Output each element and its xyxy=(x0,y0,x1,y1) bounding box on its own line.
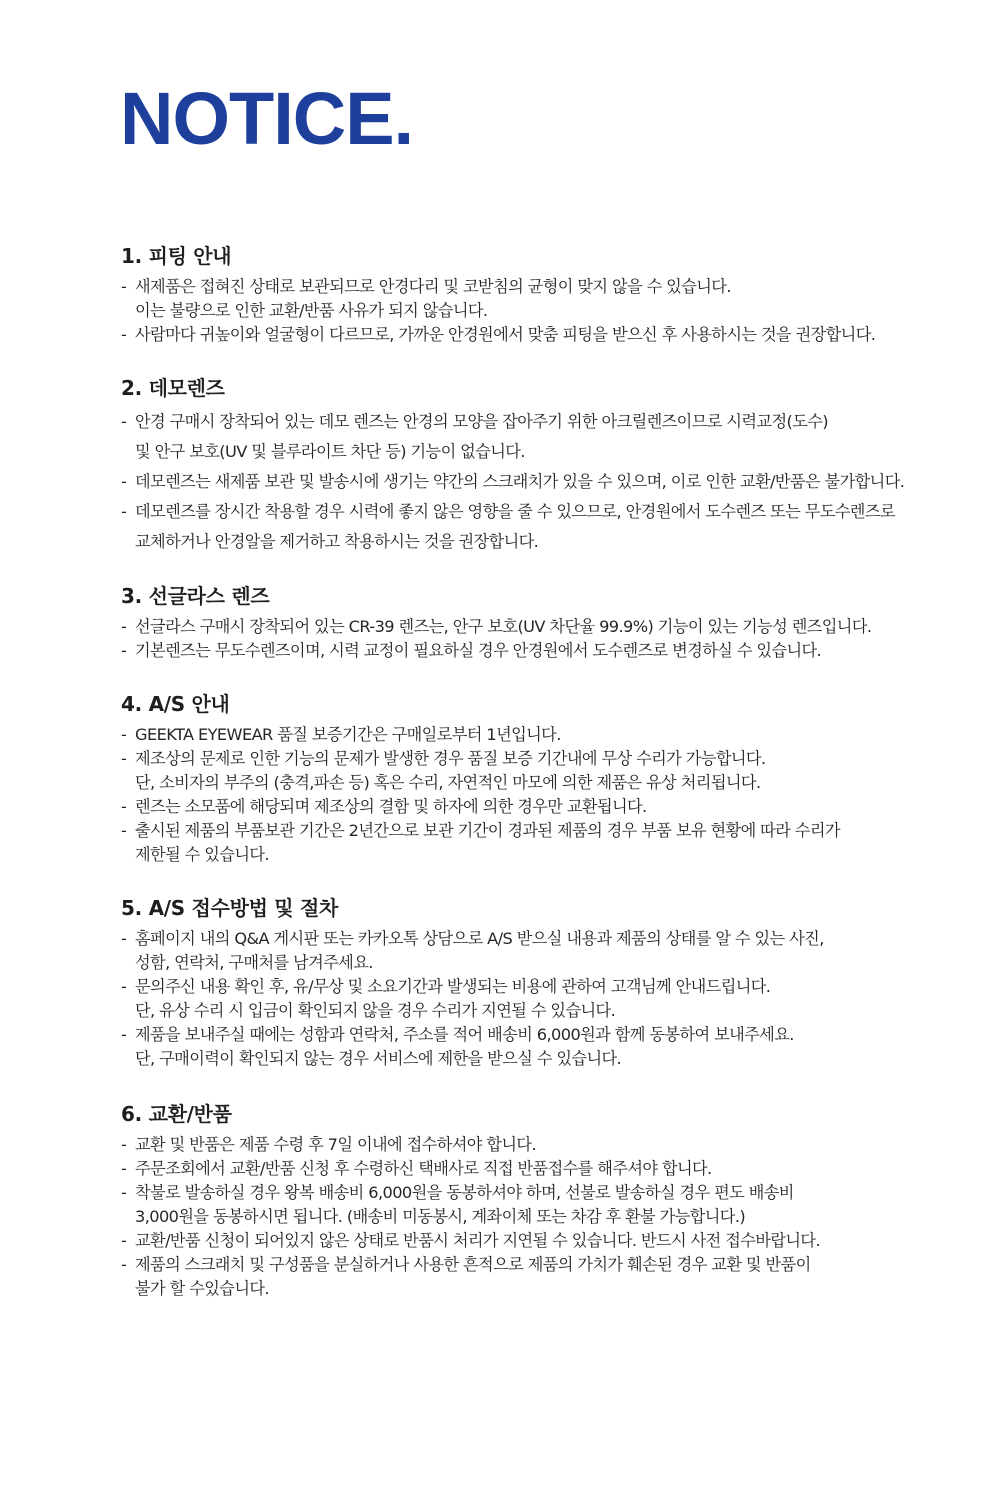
list-item xyxy=(121,927,961,975)
section-heading: 3. 선글라스 렌즈 xyxy=(121,584,270,608)
section-heading: 1. 피팅 안내 xyxy=(121,244,232,268)
section-as-procedure xyxy=(121,895,961,1071)
list-item xyxy=(121,819,961,867)
list-item xyxy=(121,1253,961,1301)
notice-list xyxy=(121,615,961,663)
list-item xyxy=(121,795,961,819)
page-title: NOTICE. xyxy=(120,77,414,160)
section-heading: 5. A/S 접수방법 및 절차 xyxy=(121,896,338,920)
list-item xyxy=(121,639,961,663)
notice-list xyxy=(121,407,961,557)
item-text-cont: 및 안구 보호(UV 및 블루라이트 차단 등) 기능이 없습니다. xyxy=(135,442,525,461)
section-demo-lens xyxy=(121,375,961,557)
notice-list xyxy=(121,1133,961,1301)
item-text-cont: 제한될 수 있습니다. xyxy=(135,845,269,864)
item-text: - 기본렌즈는 무도수렌즈이며, 시력 교정이 필요하실 경우 안경원에서 도수렌즈로 변경하실 수 있습니다. xyxy=(135,641,822,660)
item-text: - 사람마다 귀높이와 얼굴형이 다르므로, 가까운 안경원에서 맞춤 피팅을 받으신 후 사용하시는 것을 권장합니다. xyxy=(135,325,876,344)
item-text-cont: 이는 불량으로 인한 교환/반품 사유가 되지 않습니다. xyxy=(135,301,488,320)
list-item xyxy=(121,1181,961,1229)
list-item xyxy=(121,1023,961,1071)
notice-list xyxy=(121,927,961,1071)
item-text: - 안경 구매시 장착되어 있는 데모 렌즈는 안경의 모양을 잡아주기 위한 아크릴렌즈이므로 시력교정(도수) xyxy=(135,412,828,431)
item-text: - 홈페이지 내의 Q&A 게시판 또는 카카오톡 상담으로 A/S 받으실 내용과 제품의 상태를 알 수 있는 사진, xyxy=(135,929,824,948)
list-item xyxy=(121,275,961,323)
notice-list xyxy=(121,723,961,867)
list-item xyxy=(121,1133,961,1157)
list-item xyxy=(121,975,961,1023)
item-text: - 제조상의 문제로 인한 기능의 문제가 발생한 경우 품질 보증 기간내에 무상 수리가 가능합니다. xyxy=(135,749,766,768)
item-text: - 새제품은 접혀진 상태로 보관되므로 안경다리 및 코받침의 균형이 맞지 않을 수 있습니다. xyxy=(135,277,731,296)
item-text-cont: 단, 소비자의 부주의 (충격,파손 등) 혹은 수리, 자연적인 마모에 의한 제품은 유상 처리됩니다. xyxy=(135,773,761,792)
item-text: - 주문조회에서 교환/반품 신청 후 수령하신 택배사로 직접 반품접수를 해주셔야 합니다. xyxy=(135,1159,712,1178)
item-text: - 렌즈는 소모품에 해당되며 제조상의 결함 및 하자에 의한 경우만 교환됩니다. xyxy=(135,797,647,816)
item-text-cont: 단, 유상 수리 시 입금이 확인되지 않을 경우 수리가 지연될 수 있습니다. xyxy=(135,1001,616,1020)
item-text: - 착불로 발송하실 경우 왕복 배송비 6,000원을 동봉하셔야 하며, 선불로 발송하실 경우 편도 배송비 xyxy=(135,1183,794,1202)
item-text-cont: 교체하거나 안경알을 제거하고 착용하시는 것을 권장합니다. xyxy=(135,532,539,551)
item-text: - 교환/반품 신청이 되어있지 않은 상태로 반품시 처리가 지연될 수 있습니다. 반드시 사전 접수바랍니다. xyxy=(135,1231,821,1250)
section-heading: 6. 교환/반품 xyxy=(121,1102,232,1126)
list-item xyxy=(121,323,961,347)
list-item xyxy=(121,615,961,639)
item-text: - 제품의 스크래치 및 구성품을 분실하거나 사용한 흔적으로 제품의 가치가 훼손된 경우 교환 및 반품이 xyxy=(135,1255,811,1274)
list-item xyxy=(121,747,961,795)
section-fitting xyxy=(121,243,961,347)
item-text: - 데모렌즈를 장시간 착용할 경우 시력에 좋지 않은 영향을 줄 수 있으므로, 안경원에서 도수렌즈 또는 무도수렌즈로 xyxy=(135,502,895,521)
notice-list xyxy=(121,275,961,347)
item-text-cont: 3,000원을 동봉하시면 됩니다. (배송비 미동봉시, 계좌이체 또는 차감 후 환불 가능합니다.) xyxy=(135,1207,746,1226)
section-as-info xyxy=(121,691,961,867)
item-text: - 선글라스 구매시 장착되어 있는 CR-39 렌즈는, 안구 보호(UV 차단율 99.9%) 기능이 있는 기능성 렌즈입니다. xyxy=(135,617,872,636)
section-exchange-return xyxy=(121,1101,961,1301)
list-item xyxy=(121,407,961,467)
item-text: - GEEKTA EYEWEAR 품질 보증기간은 구매일로부터 1년입니다. xyxy=(135,725,561,744)
item-text: - 교환 및 반품은 제품 수령 후 7일 이내에 접수하셔야 합니다. xyxy=(135,1135,537,1154)
section-heading: 2. 데모렌즈 xyxy=(121,376,225,400)
section-sunglass-lens xyxy=(121,583,961,663)
item-text-cont: 불가 할 수있습니다. xyxy=(135,1279,269,1298)
item-text: - 제품을 보내주실 때에는 성함과 연락처, 주소를 적어 배송비 6,000원과 함께 동봉하여 보내주세요. xyxy=(135,1025,794,1044)
item-text: - 문의주신 내용 확인 후, 유/무상 및 소요기간과 발생되는 비용에 관하여 고객님께 안내드립니다. xyxy=(135,977,771,996)
item-text-cont: 단, 구매이력이 확인되지 않는 경우 서비스에 제한을 받으실 수 있습니다. xyxy=(135,1049,622,1068)
list-item xyxy=(121,723,961,747)
item-text-cont: 성함, 연락처, 구매처를 남겨주세요. xyxy=(135,953,373,972)
section-heading: 4. A/S 안내 xyxy=(121,692,230,716)
item-text: - 출시된 제품의 부품보관 기간은 2년간으로 보관 기간이 경과된 제품의 경우 부품 보유 현황에 따라 수리가 xyxy=(135,821,840,840)
list-item xyxy=(121,497,961,557)
item-text: - 데모렌즈는 새제품 보관 및 발송시에 생기는 약간의 스크래치가 있을 수 있으며, 이로 인한 교환/반품은 불가합니다. xyxy=(135,472,905,491)
list-item xyxy=(121,467,961,497)
list-item xyxy=(121,1157,961,1181)
list-item xyxy=(121,1229,961,1253)
